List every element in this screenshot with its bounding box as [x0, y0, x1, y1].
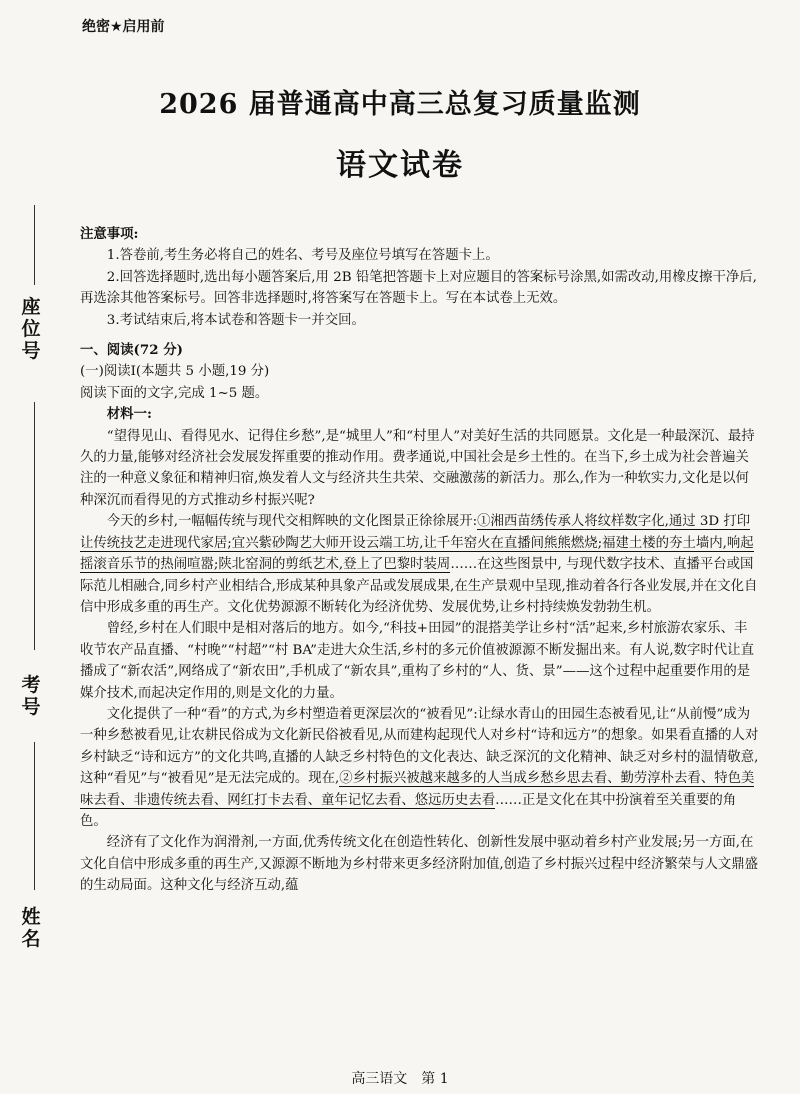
paragraph-2 [80, 511, 760, 618]
notice-item-1: 1.答卷前,考生务必将自己的姓名、考号及座位号填写在答题卡上。 [106, 248, 499, 264]
page-footer: 高三语文 第 1 [351, 1071, 449, 1087]
paragraph-2-rest: ……在这些图景中, 与现代数字技术、直播平台或国际范儿相融合,同乡村产业相结合,形成某种具象产品或发展成果,在生产景观中呈现,推动着各行各业发展,并在文化自信中形成多重的再生产。文化优势源源不断转化为经济优势、发展优势,让乡村持续焕发勃勃生机。 [80, 557, 758, 615]
paragraph-5: 经济有了文化作为润滑剂,一方面,优秀传统文化在创造性转化、创新性发展中驱动着乡村产业发展;另一方面,在文化自信中形成多重的再生产,又源源不断地为乡村带来更多经济附加值,创造了乡村振兴过程中经济繁荣与人文鼎盛的生动局面。这种文化与经济互动,蕴 [80, 835, 759, 894]
paragraph-1: “望得见山、看得见水、记得住乡愁”,是“城里人”和“村里人”对美好生活的共同愿景。文化是一种最深沉、最持久的力量,能够对经济社会发展发挥重要的推动作用。费孝通说,中国社会是乡土性的。在当下,乡土成为社会普遍关注的一种意义象征和精神归宿,焕发着人文与经济共生共荣、交融激荡的新活力。那么,作为一种软实力,文化是以何种深沉而看得见的方式推动乡村振兴呢? [80, 428, 755, 508]
exam-no-label: 考号 [21, 674, 41, 718]
paragraph-3: 曾经,乡村在人们眼中是相对落后的地方。如今,“科技+田园”的混搭美学让乡村“活”起来,乡村旅游农家乐、丰收节农产品直播、“村晚”“村超”“村 BA”走进大众生活,乡村的多元价值被源源不断发掘出来。有人说,数字时代让直播成了“新农活”,网络成了“新农田”,手机成了“新农具”,重构了乡村的“人、货、景”——这个过程中起重要作用的是媒介技术,而起决定作用的,则是文化的力量。 [80, 621, 754, 701]
paragraph-4-lead: 文化提供了一种“看”的方式,为乡村塑造着更深层次的“被看见”:让绿水青山的田园生态被看见,让“从前慢”成为一种乡愁被看见,让农耕民俗成为文化新民俗被看见,从而建构起现代人对乡村“诗和远方”的想象。如果看直播的人对乡村缺乏“诗和远方”的文化共鸣,直播的人缺乏乡村特色的文化表达、缺乏深沉的文化精神、缺乏对乡村的温情敬意,这种“看见”与“被看见”是无法完成的。现在, [80, 706, 759, 787]
paragraph-4-rest: ……正是文化在其中扮演着至关重要的角色。 [80, 792, 737, 829]
underlined-sentence-2: ②乡村振兴被越来越多的人当成乡愁乡思去看、勤劳淳朴去看、特色美味去看、非遗传统去看、网红打卡去看、童年记忆去看、悠远历史去看 [80, 771, 755, 808]
name-line [34, 742, 35, 890]
notice-heading: 注意事项: [80, 226, 139, 242]
paragraph-2-lead: 今天的乡村,一幅幅传统与现代交相辉映的文化图景正徐徐展开: [106, 514, 478, 530]
seat-line [34, 205, 35, 285]
exam-subject-title: 语文试卷 [336, 148, 464, 183]
section-heading: 一、阅读(72 分) [80, 342, 183, 359]
exam-body [80, 224, 760, 897]
confidential-label: 绝密★启用前 [82, 19, 165, 35]
notice-item-2: 2.回答选择题时,选出每小题答案后,用 2B 铅笔把答题卡上对应题目的答案标号涂黑,如需改动,用橡皮擦干净后,再选涂其他答案标号。回答非选择题时,将答案写在答题卡上。写在本试卷上无效。 [80, 269, 757, 307]
subsection-heading: (一)阅读Ⅰ(本题共 5 小题,19 分) [80, 364, 270, 380]
underlined-sentence-1: ①湘西苗绣传承人将纹样数字化,通过 3D 打印让传统技艺走进现代家居;宜兴紫砂陶艺大师开设云端工坊,让千年窑火在直播间熊熊燃烧;福建土楼的夯土墙内,响起摇滚音乐节的热闹喧嚣;陕北窑洞的剪纸艺术,登上了巴黎时装周 [80, 514, 754, 573]
exam-title: 2026 届普通高中高三总复习质量监测 [159, 89, 641, 120]
material-label: 材料一: [106, 406, 152, 423]
reading-instruction: 阅读下面的文字,完成 1~5 题。 [80, 385, 269, 401]
name-label: 姓名 [21, 906, 41, 950]
exam-no-line [34, 402, 35, 650]
notice-item-3: 3.考试结束后,将本试卷和答题卡一并交回。 [106, 312, 365, 328]
paragraph-4 [80, 704, 760, 832]
seat-label: 座位号 [21, 296, 41, 362]
